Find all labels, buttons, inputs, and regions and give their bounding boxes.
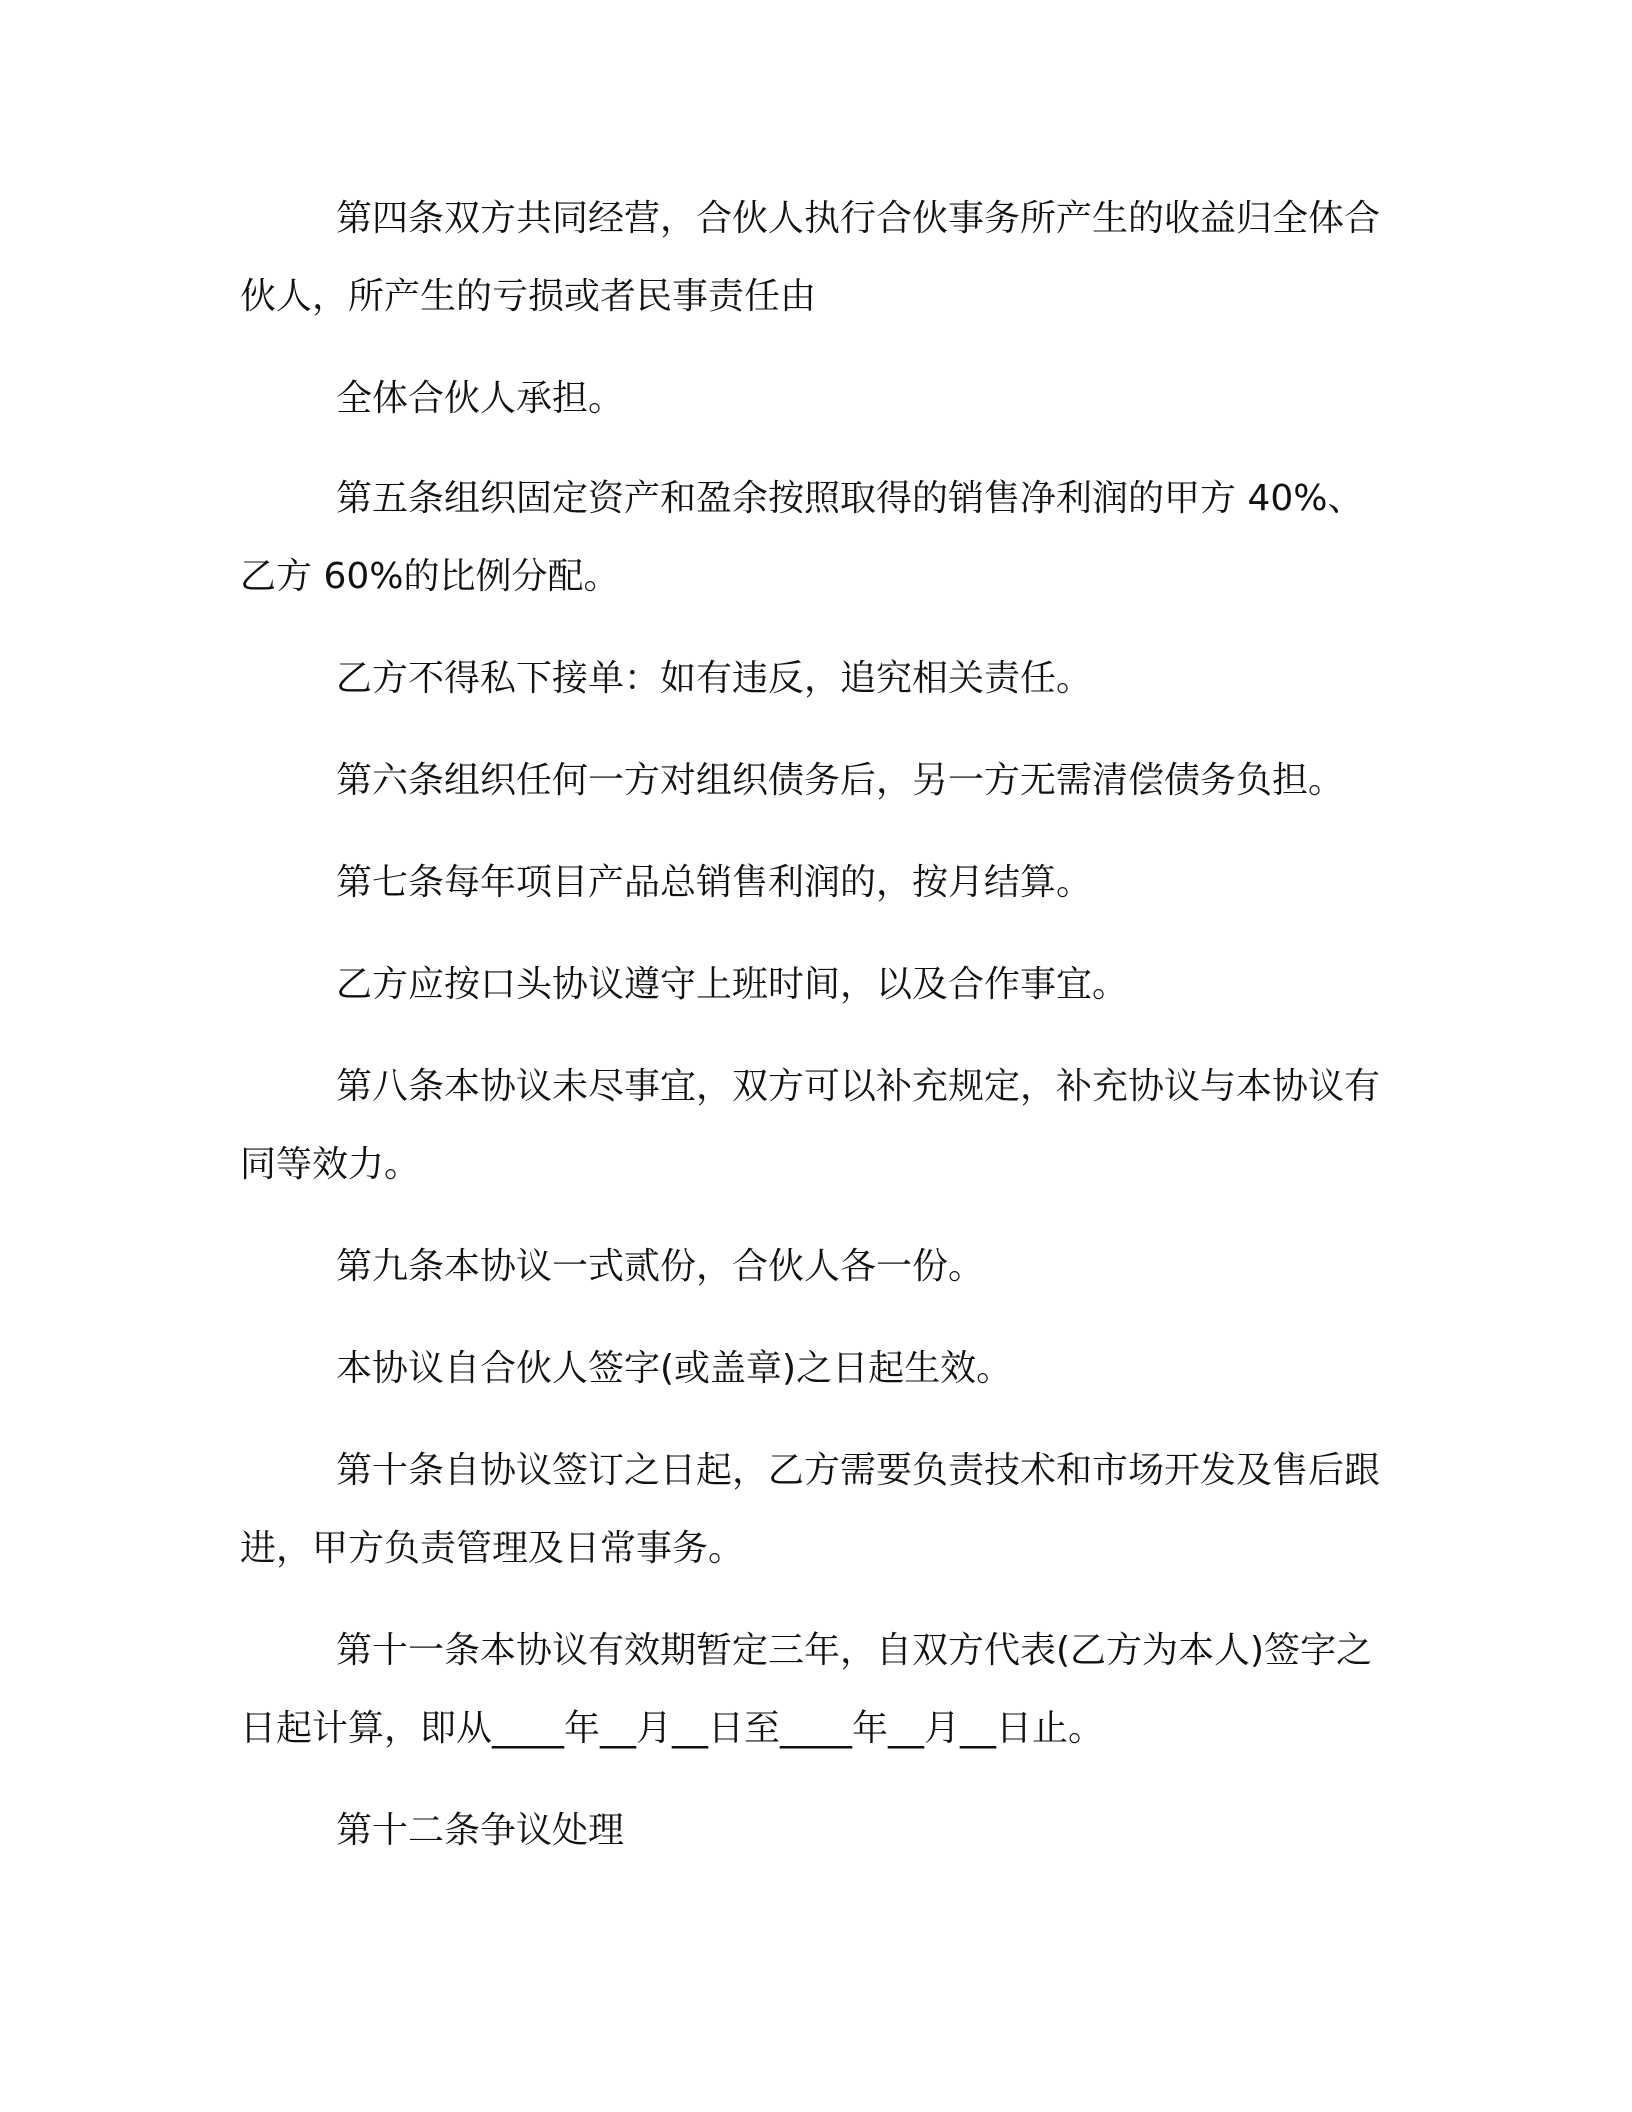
clause-5-paragraph: 第五条组织固定资产和盈余按照取得的销售净利润的甲方 40%、乙方 60%的比例分配。 [240, 478, 1364, 597]
clause-4-paragraph: 第四条双方共同经营，合伙人执行合伙事务所产生的收益归全体合伙人，所产生的亏损或者民事责任由 [240, 198, 1381, 317]
clause-9-paragraph: 第九条本协议一式贰份，合伙人各一份。 [336, 1246, 985, 1287]
clause-4-continuation: 全体合伙人承担。 [336, 378, 625, 419]
clause-12-heading: 第十二条争议处理 [336, 1810, 625, 1851]
clause-7-paragraph: 第七条每年项目产品总销售利润的，按月结算。 [336, 862, 1093, 903]
clause-6-paragraph: 第六条组织任何一方对组织债务后，另一方无需清偿债务负担。 [336, 760, 1345, 801]
clause-7-note: 乙方应按口头协议遵守上班时间，以及合作事宜。 [336, 964, 1129, 1005]
clause-11-paragraph: 第十一条本协议有效期暂定三年，自双方代表(乙方为本人)签字之日起计算，即从____年__月__日至____年__月__日止。 [240, 1630, 1373, 1749]
clause-5-note: 乙方不得私下接单：如有违反，追究相关责任。 [336, 658, 1093, 699]
effective-date-paragraph: 本协议自合伙人签字(或盖章)之日起生效。 [336, 1348, 1013, 1389]
clause-10-paragraph: 第十条自协议签订之日起，乙方需要负责技术和市场开发及售后跟进，甲方负责管理及日常事务。 [240, 1450, 1381, 1569]
clause-8-paragraph: 第八条本协议未尽事宜，双方可以补充规定，补充协议与本协议有同等效力。 [240, 1066, 1381, 1185]
